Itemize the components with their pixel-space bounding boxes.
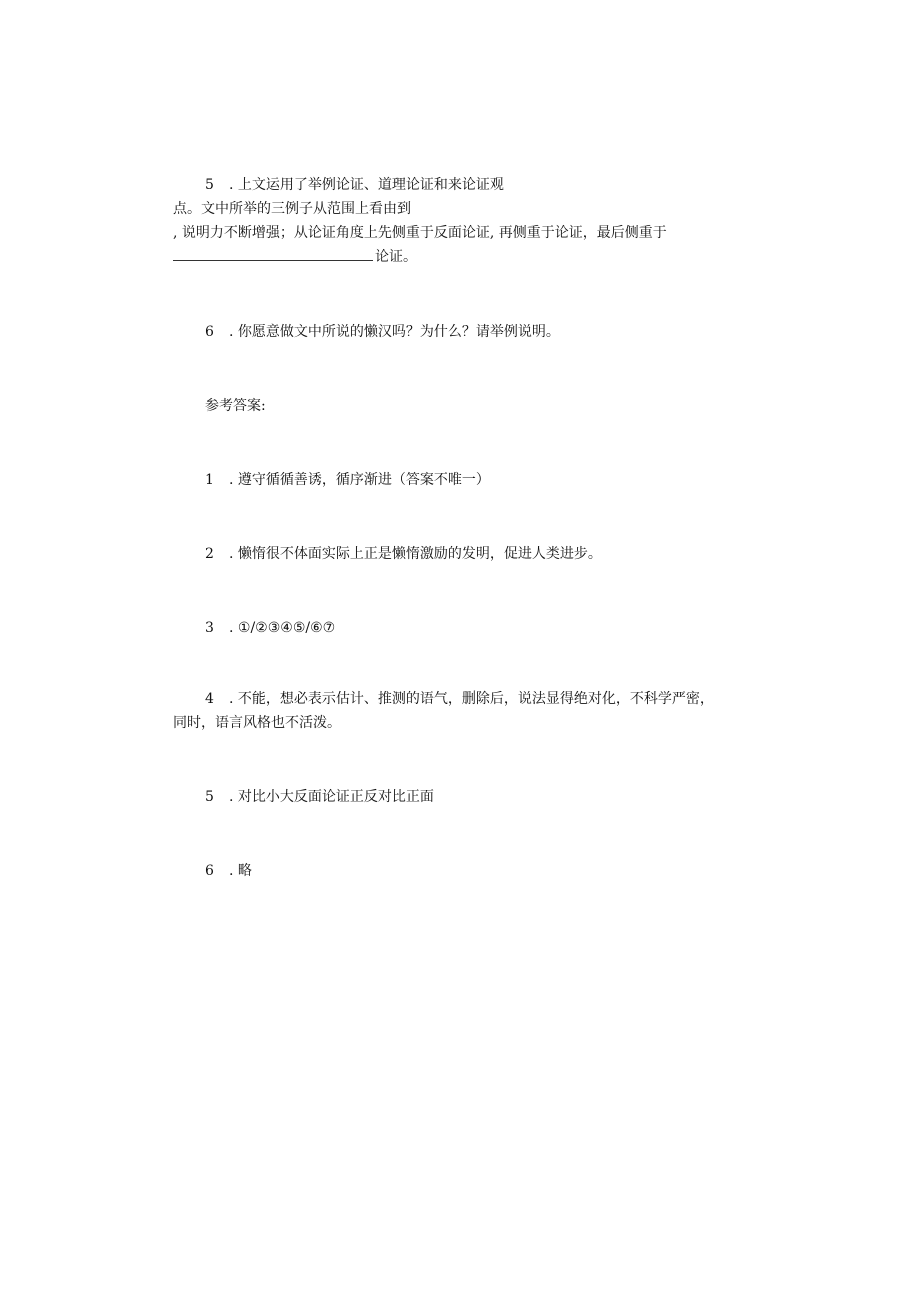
question-5-line-3 <box>173 223 667 243</box>
question-text: . 你愿意做文中所说的懒汉吗？为什么？请举例说明。 <box>229 324 560 340</box>
answer-text: . 遵守循循善诱，循序渐进（答案不唯一） <box>229 472 490 488</box>
question-6 <box>205 322 560 342</box>
question-text: , 说明力不断增强；从论证角度上先侧重于反面论证, 再侧重于论证，最后侧重于 <box>173 225 667 241</box>
answer-4-line-2 <box>173 713 341 733</box>
question-number: 5 <box>205 177 214 193</box>
answer-number: 3 <box>205 620 214 636</box>
answer-number: 1 <box>205 472 214 488</box>
answer-number: 4 <box>205 691 214 707</box>
answer-text: 同时，语言风格也不活泼。 <box>173 715 341 731</box>
answer-text: . 懒惰很不体面实际上正是懒惰激励的发明，促进人类进步。 <box>229 546 602 562</box>
question-text: 点。文中所举的三例子从范围上看由到 <box>173 201 411 217</box>
answer-1 <box>205 470 490 490</box>
answer-number: 5 <box>205 789 214 805</box>
answer-6 <box>205 861 252 881</box>
answer-text: . 不能，想必表示估计、推测的语气，删除后，说法显得绝对化，不科学严密， <box>229 691 714 707</box>
answers-heading: 参考答案: <box>205 398 266 414</box>
question-5-line-4 <box>173 247 417 267</box>
question-number: 6 <box>205 324 214 340</box>
answer-text: . 略 <box>229 863 252 879</box>
question-5-line-1 <box>205 175 504 195</box>
answer-text: . 对比小大反面论证正反对比正面 <box>229 789 434 805</box>
answer-text: . ①/②③④⑤/⑥⑦ <box>229 620 336 636</box>
answer-3 <box>205 618 335 638</box>
answer-number: 6 <box>205 863 214 879</box>
answer-4-line-1 <box>205 689 714 709</box>
question-text: . 上文运用了举例论证、道理论证和来论证观 <box>229 177 504 193</box>
question-text: 论证。 <box>375 249 417 265</box>
answer-5 <box>205 787 434 807</box>
answer-number: 2 <box>205 546 214 562</box>
answer-blank <box>173 248 373 261</box>
answer-2 <box>205 544 602 564</box>
question-5-line-2 <box>173 199 411 219</box>
